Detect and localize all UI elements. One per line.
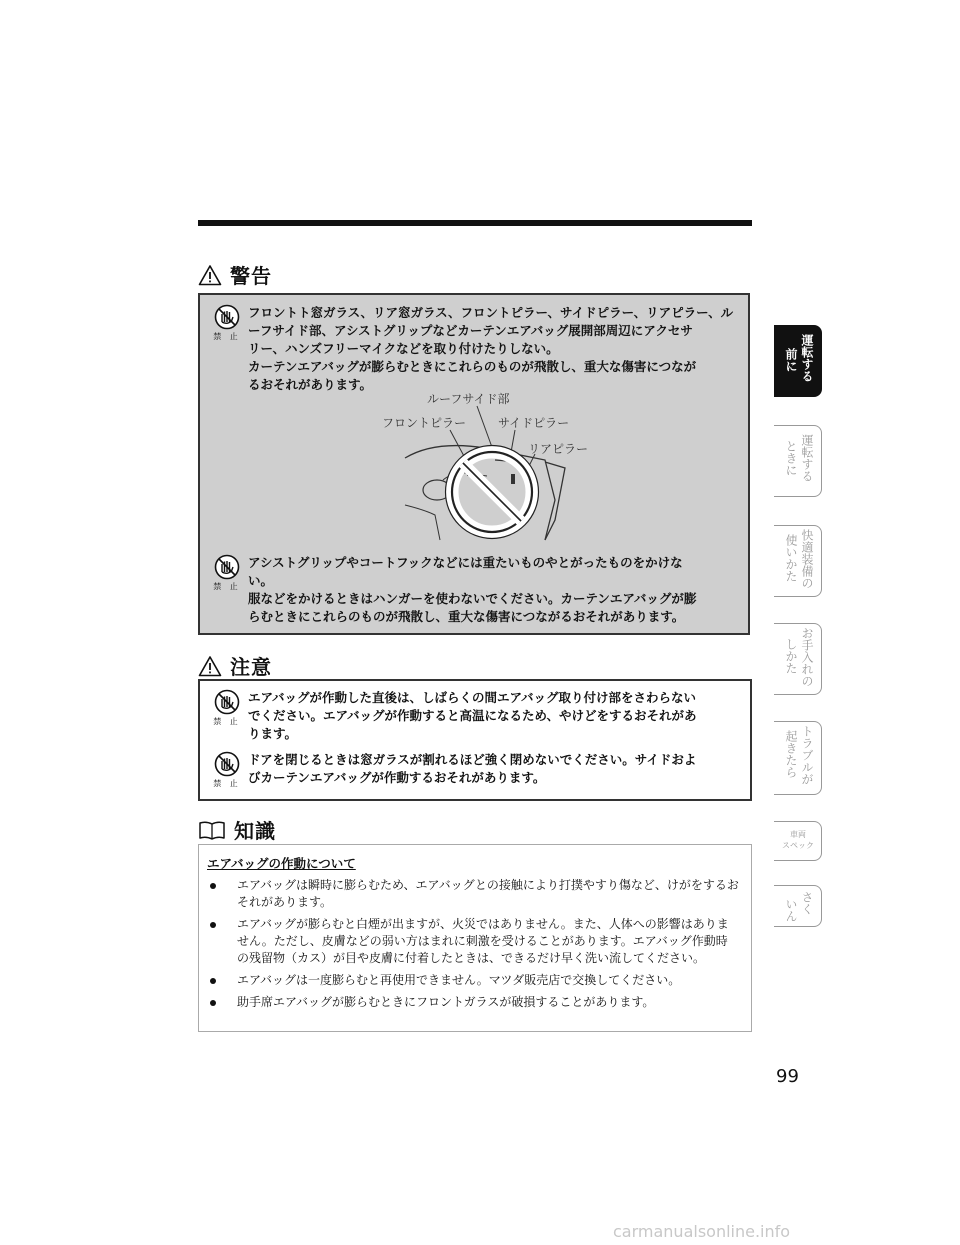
tab-index[interactable]: さく いん: [774, 885, 822, 927]
prohibited-hand-icon: [214, 689, 240, 715]
knowledge-subtitle: エアバッグの作動について: [207, 856, 356, 871]
prohibited-hand-icon: [214, 304, 240, 330]
knowledge-list: [207, 877, 739, 1016]
tab-vehicle-specs[interactable]: 車両 スペック: [774, 821, 822, 861]
curtain-airbag-illustration: [382, 390, 625, 555]
caution-item-1: [212, 689, 738, 743]
list-item: エアバッグが膨らむと白煙が出ますが、火災ではありません。また、人体への影響はありません。ただし、皮膚などの弱い方はまれに刺激を受けることがあります。エアバッグ作動時の残留物（カス）が目や皮膚に付着したときは、できるだけ早く洗い流してください。: [207, 916, 739, 967]
warning-triangle-icon: [198, 264, 222, 286]
warning-item-1: [212, 304, 736, 394]
warning-box: [198, 293, 750, 635]
label-side-pillar: サイドピラー: [498, 416, 570, 430]
warning-heading: [198, 260, 272, 289]
tab-before-driving[interactable]: 運転する 前に: [774, 325, 822, 397]
label-front-pillar: フロントピラー: [382, 416, 467, 430]
caution-box: [198, 679, 752, 801]
caution-triangle-icon: [198, 655, 222, 677]
warning-item-2: [212, 554, 736, 626]
warning-item-1-text: フロントト窓ガラス、リア窓ガラス、フロントピラー、サイドピラー、リアピラー、ル ーフサイド部、アシストグリップなどカーテンエアバッグ展開部周辺にアクセサ リー、ハンズフリーマイクなどを取り付けたりしない。 カーテンエアバッグが膨らむときにこれらのものが飛散し、重大な傷害につなが るおそれがあります。: [248, 305, 734, 392]
warning-item-2-text: アシストグリップやコートフックなどには重たいものやとがったものをかけな い。 服などをかけるときはハンガーを使わないでください。カーテンエアバッグが膨 らむときにこれらのものが飛散し、重大な傷害につながるおそれがあります。: [248, 555, 697, 624]
knowledge-heading: [198, 815, 276, 844]
warning-title: 警告: [230, 264, 272, 288]
tab-comfort-equipment[interactable]: 快適装備の 使いかた: [774, 525, 822, 597]
top-rule: [198, 220, 752, 226]
caution-item-2-text: ドアを閉じるときは窓ガラスが割れるほど強く閉めないでください。サイドおよ びカーテンエアバッグが作動するおそれがあります。: [248, 752, 697, 785]
label-rear-pillar: リアピラー: [528, 442, 589, 456]
prohibited-mark: 禁 止: [212, 554, 242, 626]
open-book-icon: [198, 819, 226, 841]
knowledge-title: 知識: [234, 819, 276, 843]
caution-heading: [198, 651, 272, 680]
tab-when-driving[interactable]: 運転する ときに: [774, 425, 822, 497]
prohibited-mark: 禁 止: [212, 304, 242, 394]
prohibited-mark: 禁 止: [212, 751, 242, 789]
caution-item-1-text: エアバッグが作動した直後は、しばらくの間エアバッグ取り付け部をさわらない でください。エアバッグが作動すると高温になるため、やけどをするおそれがあ ります。: [248, 690, 697, 741]
list-item: エアバッグは一度膨らむと再使用できません。マツダ販売店で交換してください。: [207, 972, 739, 989]
list-item: 助手席エアバッグが膨らむときにフロントガラスが破損することがあります。: [207, 994, 739, 1011]
car-interior-drawing: [395, 390, 625, 555]
caution-item-2: [212, 751, 738, 789]
prohibited-hand-icon: [214, 554, 240, 580]
list-item: エアバッグは瞬時に膨らむため、エアバッグとの接触により打撲やすり傷など、けがをするおそれがあります。: [207, 877, 739, 911]
page-number: 99: [776, 1066, 799, 1087]
prohibited-hand-icon: [214, 751, 240, 777]
tab-maintenance[interactable]: お手入れの しかた: [774, 623, 822, 695]
prohibited-mark: 禁 止: [212, 689, 242, 743]
watermark: carmanualsonline.info: [613, 1222, 791, 1241]
knowledge-box: [198, 844, 752, 1032]
tab-troubleshooting[interactable]: トラブルが 起きたら: [774, 721, 822, 795]
caution-title: 注意: [230, 655, 272, 679]
label-roof-side: ルーフサイド部: [427, 392, 510, 406]
